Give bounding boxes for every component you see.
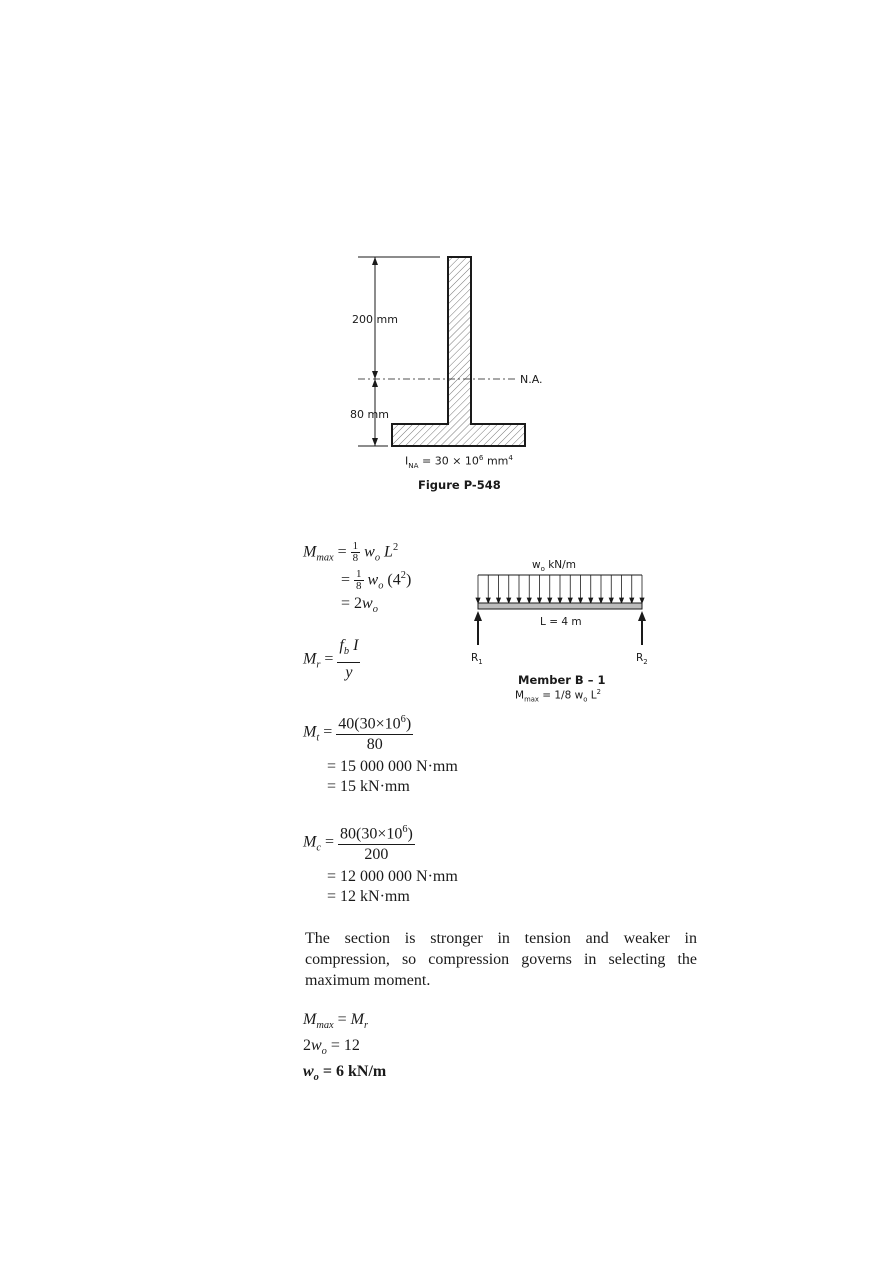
tsection-shape bbox=[392, 257, 525, 446]
dim-top-label: 200 mm bbox=[352, 313, 398, 326]
final-line1: $M_{max} = M_r$ bbox=[303, 1011, 369, 1032]
arrow-na-down bbox=[372, 379, 378, 387]
arrow-na-up bbox=[372, 371, 378, 379]
span-label: L = 4 m bbox=[540, 616, 582, 628]
mmax-line1: $M_{max}$ = $\frac{1}{8}$ $w_o$ $L^2$ bbox=[303, 540, 399, 565]
mc-line2: = 12 000 000 N·mm bbox=[327, 868, 458, 885]
mt-equation: $M_t$ = $\frac{40(30\times 10^6)}{80}$ bbox=[303, 710, 413, 755]
mt-line3: = 15 kN·mm bbox=[327, 778, 410, 795]
load-arrows bbox=[476, 575, 644, 603]
load-label: $w_o$ kN/m bbox=[532, 559, 576, 573]
mc-line3: = 12 kN·mm bbox=[327, 888, 410, 905]
r1-label: $R_1$ bbox=[471, 652, 483, 666]
arrow-bottom bbox=[372, 438, 378, 446]
dim-bottom-label: 80 mm bbox=[350, 408, 389, 421]
inertia-label: $I_{NA} = 30 \times 10^6$ $mm^4$ bbox=[405, 453, 513, 470]
beam-caption: Member B – 1 bbox=[518, 673, 606, 687]
na-label: N.A. bbox=[520, 373, 543, 386]
figure-caption: Figure P-548 bbox=[418, 478, 501, 492]
beam-body bbox=[478, 603, 642, 609]
r2-label: $R_2$ bbox=[636, 652, 648, 666]
reaction-r1-arrow bbox=[474, 611, 482, 621]
final-result bbox=[303, 1010, 386, 1089]
reaction-r2-arrow bbox=[638, 611, 646, 621]
final-line3: $w_o = 6$ kN/m bbox=[303, 1063, 387, 1084]
figure-beam bbox=[466, 553, 656, 673]
mmax-line3: = $2w_o$ bbox=[341, 595, 378, 616]
mmax-equation bbox=[303, 538, 473, 616]
mt-line2: = 15 000 000 N·mm bbox=[327, 758, 458, 775]
beam-drawing bbox=[466, 553, 656, 673]
mc-equation: $M_c$ = $\frac{80(30\times 10^6)}{200}$ bbox=[303, 820, 415, 865]
arrow-top bbox=[372, 257, 378, 265]
final-line2: $2w_o = 12$ bbox=[303, 1037, 360, 1058]
beam-formula: $M_{max} = 1/8$ $w_o$ $L^2$ bbox=[515, 688, 601, 704]
explanation-paragraph: The section is stronger in tension and weaker in compression, so compression governs in selecting the maximum moment. bbox=[305, 930, 697, 989]
mr-equation: $M_r$ = $\frac{f_b I}{y}$ bbox=[303, 637, 359, 682]
mmax-line2: = $\frac{1}{8}$ $w_o$ $(4^2)$ bbox=[341, 568, 412, 593]
